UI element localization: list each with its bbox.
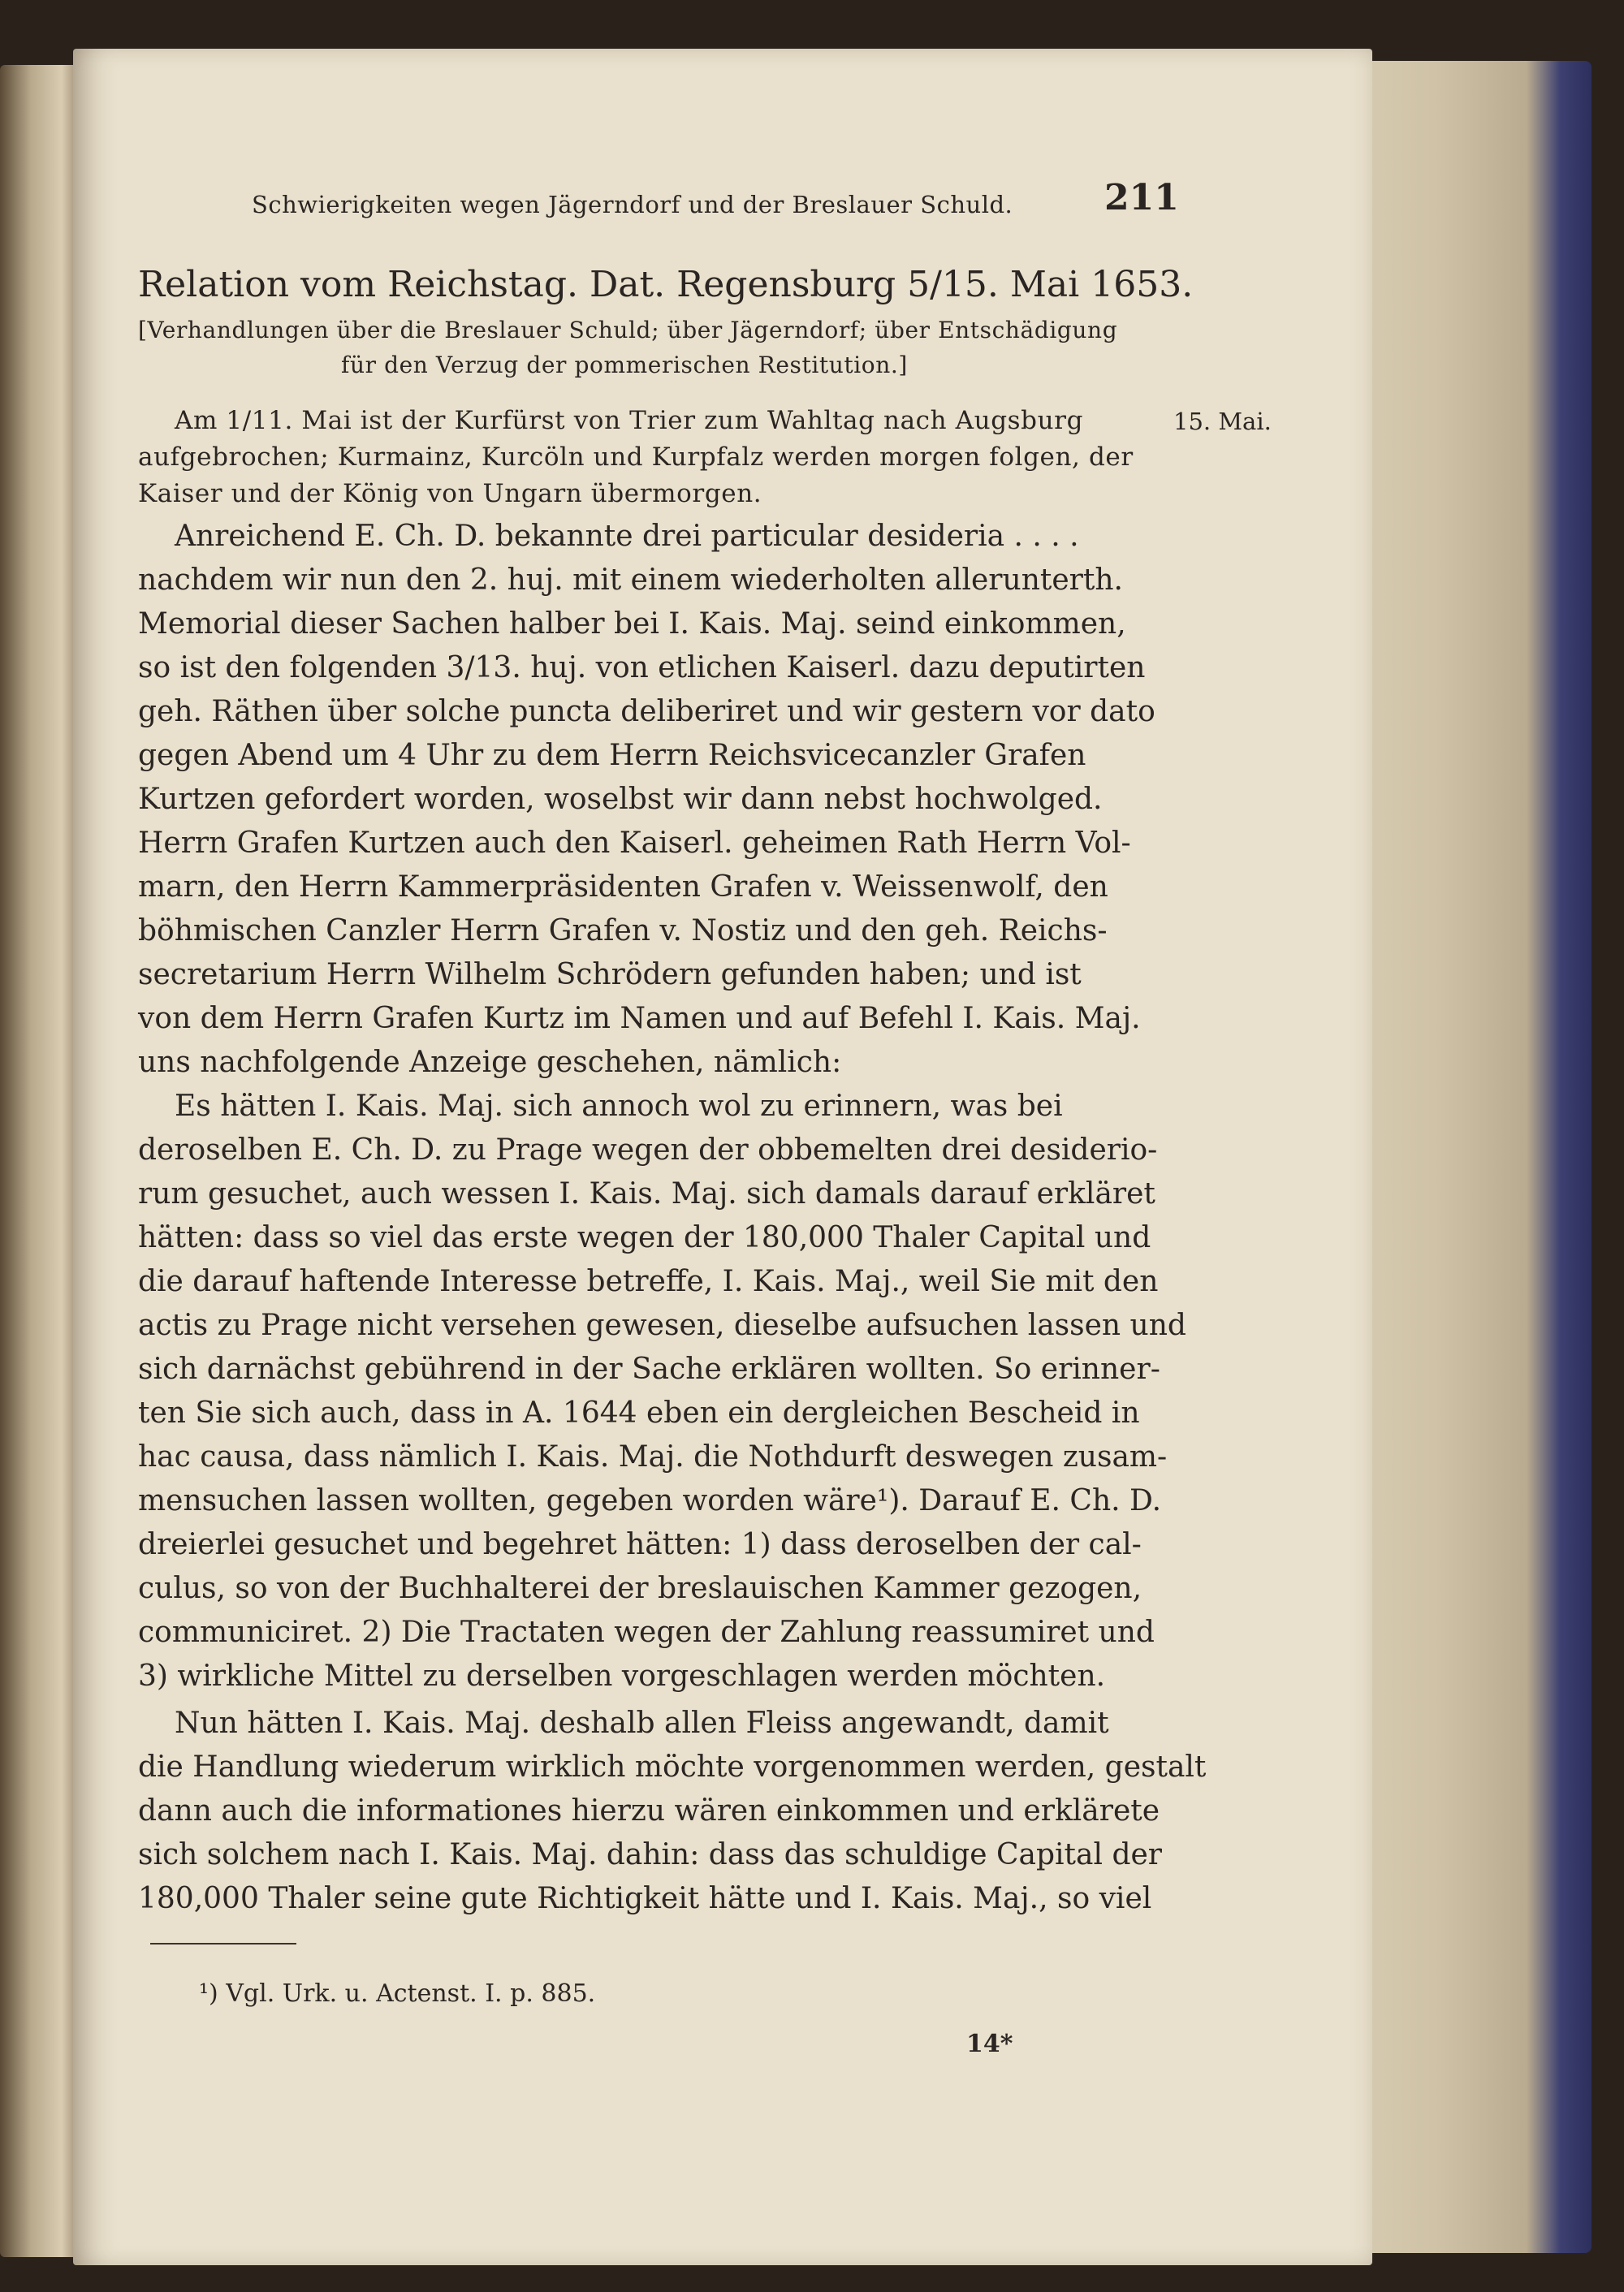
text-line: culus, so von der Buchhalterei der breslauischen Kammer gezogen, — [138, 1572, 1142, 1605]
summary-line: [Verhandlungen über die Breslauer Schuld; über Jägerndorf; über Entschädigung — [138, 317, 1118, 343]
intro-line: Kaiser und der König von Ungarn übermorgen. — [138, 479, 762, 508]
text-line: sich darnächst gebührend in der Sache erklären wollten. So erinner- — [138, 1353, 1160, 1386]
text-line: deroselben E. Ch. D. zu Prage wegen der obbemelten drei desiderio- — [138, 1133, 1158, 1167]
page-number: 211 — [1104, 177, 1179, 218]
text-line: hätten: dass so viel das erste wegen der 180,000 Thaler Capital und — [138, 1221, 1151, 1254]
text-line: 180,000 Thaler seine gute Richtigkeit hätte und I. Kais. Maj., so viel — [138, 1882, 1152, 1915]
text-line: Nun hätten I. Kais. Maj. deshalb allen Fleiss angewandt, damit — [175, 1707, 1109, 1740]
text-line: mensuchen lassen wollten, gegeben worden wäre¹). Darauf E. Ch. D. — [138, 1484, 1162, 1517]
text-line: böhmischen Canzler Herrn Grafen v. Nostiz und den geh. Reichs- — [138, 914, 1108, 947]
left-page-edge — [0, 65, 77, 2257]
margin-date-note: 15. Mai. — [1173, 408, 1272, 435]
text-line: hac causa, dass nämlich I. Kais. Maj. die Nothdurft deswegen zusam- — [138, 1440, 1168, 1474]
text-line: sich solchem nach I. Kais. Maj. dahin: dass das schuldige Capital der — [138, 1838, 1163, 1871]
book-page — [73, 49, 1372, 2265]
text-line: secretarium Herrn Wilhelm Schrödern gefunden haben; und ist — [138, 958, 1082, 991]
text-line: communiciret. 2) Die Tractaten wegen der Zahlung reassumiret und — [138, 1616, 1155, 1649]
text-line: rum gesuchet, auch wessen I. Kais. Maj. sich damals darauf erkläret — [138, 1177, 1155, 1211]
intro-line: Am 1/11. Mai ist der Kurfürst von Trier zum Wahltag nach Augsburg — [175, 406, 1084, 435]
running-head: Schwierigkeiten wegen Jägerndorf und der Breslauer Schuld. — [252, 191, 1013, 218]
text-line: die darauf haftende Interesse betreffe, I. Kais. Maj., weil Sie mit den — [138, 1265, 1159, 1298]
document-title: Relation vom Reichstag. Dat. Regensburg 5/15. Mai 1653. — [138, 264, 1194, 305]
signature-mark: 14* — [966, 2030, 1013, 2058]
text-line: gegen Abend um 4 Uhr zu dem Herrn Reichsvicecanzler Grafen — [138, 739, 1086, 772]
intro-line: aufgebrochen; Kurmainz, Kurcöln und Kurpfalz werden morgen folgen, der — [138, 442, 1134, 472]
text-line: ten Sie sich auch, dass in A. 1644 eben ein dergleichen Bescheid in — [138, 1396, 1140, 1430]
text-line: Anreichend E. Ch. D. bekannte drei particular desideria . . . . — [175, 520, 1079, 553]
text-line: 3) wirkliche Mittel zu derselben vorgeschlagen werden möchten. — [138, 1660, 1106, 1693]
text-line: marn, den Herrn Kammerpräsidenten Grafen v. Weissenwolf, den — [138, 870, 1108, 904]
text-line: nachdem wir nun den 2. huj. mit einem wiederholten allerunterth. — [138, 563, 1123, 597]
text-line: die Handlung wiederum wirklich möchte vorgenommen werden, gestalt — [138, 1750, 1207, 1784]
text-line: uns nachfolgende Anzeige geschehen, nämlich: — [138, 1046, 842, 1079]
text-line: dreierlei gesuchet und begehret hätten: 1) dass deroselben der cal- — [138, 1528, 1142, 1561]
text-line: Memorial dieser Sachen halber bei I. Kais. Maj. seind einkommen, — [138, 607, 1126, 641]
text-line: so ist den folgenden 3/13. huj. von etlichen Kaiserl. dazu deputirten — [138, 651, 1146, 684]
summary-line: für den Verzug der pommerischen Restitution.] — [341, 352, 908, 378]
text-line: dann auch die informationes hierzu wären einkommen und erklärete — [138, 1794, 1160, 1828]
text-line: actis zu Prage nicht versehen gewesen, dieselbe aufsuchen lassen und — [138, 1309, 1186, 1342]
text-line: Es hätten I. Kais. Maj. sich annoch wol zu erinnern, was bei — [175, 1090, 1063, 1123]
footnote-rule — [150, 1943, 296, 1945]
text-line: Herrn Grafen Kurtzen auch den Kaiserl. geheimen Rath Herrn Vol- — [138, 827, 1131, 860]
text-line: geh. Räthen über solche puncta deliberiret und wir gestern vor dato — [138, 695, 1155, 728]
text-line: von dem Herrn Grafen Kurtz im Namen und auf Befehl I. Kais. Maj. — [138, 1002, 1141, 1035]
footnote: ¹) Vgl. Urk. u. Actenst. I. p. 885. — [199, 1979, 596, 2008]
text-line: Kurtzen gefordert worden, woselbst wir dann nebst hochwolged. — [138, 783, 1103, 816]
